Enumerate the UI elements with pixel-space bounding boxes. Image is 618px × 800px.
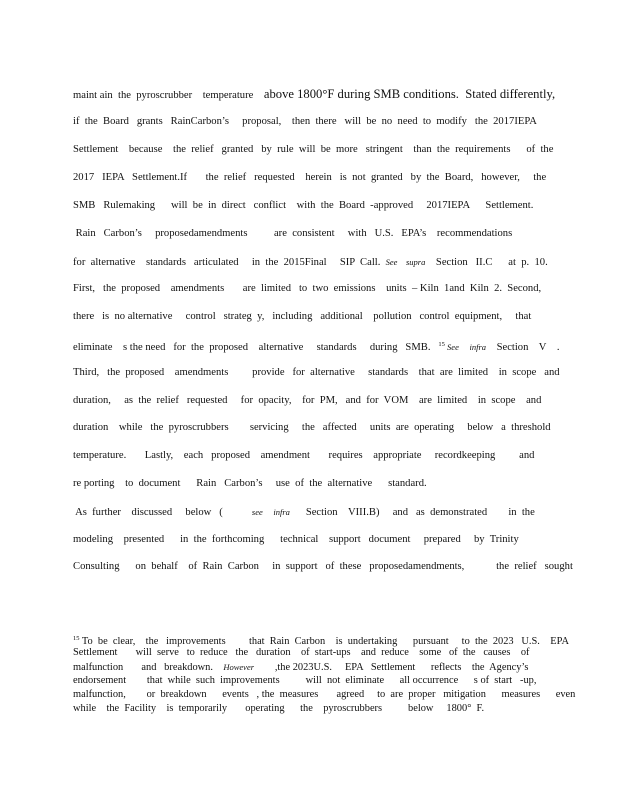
body-line-7: for alternative standards articulated in the 2015Final SIP Call. See supra Section II.C at p. 10. xyxy=(73,257,548,268)
footnote-line-2: Settlement will serve to reduce the duration of start-ups and reduce some of the causes of xyxy=(73,647,530,658)
body-line-1: maint ain the pyroscrubber temperature above 1800°F during SMB conditions. Stated differently, xyxy=(73,87,556,101)
footnote-marker: 15 xyxy=(438,341,445,348)
body-line-15: re porting to document Rain Carbon’s use of the alternative standard. xyxy=(73,478,427,489)
footnote-line-4: endorsement that while such improvements will not eliminate all occurrence s of start -up, xyxy=(73,675,537,686)
body-line-6: Rain Carbon’s proposedamendments are consistent with U.S. EPA’s recommendations xyxy=(73,228,513,239)
footnote-number: 15 xyxy=(73,635,80,642)
footnote-line-6: while the Facility is temporarily operating the pyroscrubbers below 1800° F. xyxy=(73,703,485,714)
footnote-line-5: malfunction, or breakdown events , the measures agreed to are proper mitigation measures even xyxy=(73,689,576,700)
body-line-18: Consulting on behalf of Rain Carbon in support of these proposedamendments, the relief sought xyxy=(73,561,573,572)
footnote-line-1: $^{15}$ To be clear, the improvements that Rain Carbon is undertaking pursuant to the 2023 U.S. EPA xyxy=(73,635,569,647)
body-line-2: if the Board grants RainCarbon’s proposal, then there will be no need to modify the 2017IEPA xyxy=(73,116,537,127)
footnote-line-3: malfunction and breakdown. However ,the 2023U.S. EPA Settlement reflects the Agency’s xyxy=(73,662,529,673)
body-line-11: Third, the proposed amendments provide for alternative standards that are limited in scope and xyxy=(73,367,560,378)
body-line-4: 2017 IEPA Settlement.If the relief requested herein is not granted by the Board, however, the xyxy=(73,172,547,183)
body-line-8: First, the proposed amendments are limited to two emissions units – Kiln 1and Kiln 2. Second, xyxy=(73,283,542,294)
body-line-14: temperature. Lastly, each proposed amendment requires appropriate recordkeeping and xyxy=(73,450,535,461)
body-line-17: modeling presented in the forthcoming technical support document prepared by Trinity xyxy=(73,534,519,545)
body-line-3: Settlement because the relief granted by rule will be more stringent than the requirements of the xyxy=(73,144,554,155)
citation-signal: See infra xyxy=(444,342,486,352)
citation-signal: see infra xyxy=(251,507,290,517)
body-line-12: duration, as the relief requested for opacity, for PM, and for VOM are limited in scope and xyxy=(73,395,542,406)
body-line-5: SMB Rulemaking will be in direct conflict with the Board -approved 2017IEPA Settlement. xyxy=(73,200,534,211)
citation-signal: See supra xyxy=(385,257,426,267)
citation-signal: However xyxy=(223,662,255,672)
body-line-16: As further discussed below ( see infra Section VIII.B) and as demonstrated in the xyxy=(73,507,535,518)
body-line-10: eliminate s the need for the proposed alternative standards during SMB. $^{15}$ See infra Section V . xyxy=(73,341,560,353)
body-line-13: duration while the pyroscrubbers servicing the affected units are operating below a threshold xyxy=(73,422,551,433)
body-line-9: there is no alternative control strateg y, including additional pollution control equipment, that xyxy=(73,311,532,322)
